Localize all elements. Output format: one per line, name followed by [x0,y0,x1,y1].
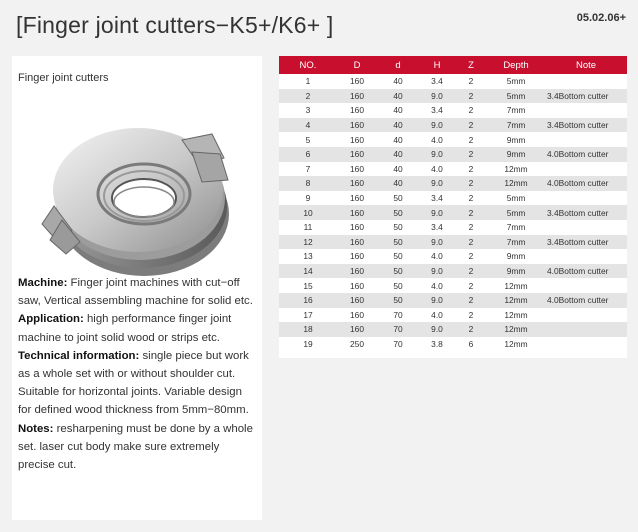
page-title: [Finger joint cutters−K5+/K6+ ] [16,12,334,38]
table-cell: 50 [377,205,419,220]
table-cell: 2 [455,89,487,104]
col-header: Note [545,56,627,74]
table-cell: 4 [279,118,337,133]
col-header: D [337,56,377,74]
table-cell: 3.4 [431,76,443,87]
table-cell: 4.0 [431,134,443,145]
table-cell: 250 [350,338,364,349]
table-cell: 40 [393,76,403,87]
table-cell: 160 [350,309,364,320]
table-cell: 160 [350,280,364,291]
finger-joint-cutter-image [32,94,242,304]
table-cell: 40 [377,89,419,104]
notes-info: Notes: resharpening must be done by a whole set. laser cut body make sure extremely precise cut. [18,422,253,472]
table-cell: 40 [377,147,419,162]
table-cell: 19 [303,338,313,349]
table-row [279,293,627,308]
technical-info: Technical information: single piece but work as a whole set with or without shoulder cut. Suitable for horizontal joints. Variable design for defined wood thickness from 5mm−80mm. [18,349,249,417]
table-cell: 7mm [487,235,545,250]
product-description [18,274,258,474]
table-cell: 160 [337,264,377,279]
table-cell: 2 [455,147,487,162]
table-cell: 2 [468,280,474,291]
product-panel [12,56,262,520]
table-cell: 50 [377,293,419,308]
table-row [279,322,627,337]
table-cell: 2 [455,205,487,220]
table-cell: 16 [279,293,337,308]
table-cell: 160 [337,235,377,250]
table-cell: 5 [305,134,311,145]
col-header: Z [455,56,487,74]
table-cell: 5mm [506,76,526,87]
table-cell: 40 [377,118,419,133]
catalog-code: 05.02.06+ [576,12,626,24]
table-cell: 4.0Bottom cutter [545,264,627,279]
table-cell: 2 [455,176,487,191]
table-row [279,89,627,104]
machine-info: Machine: Finger joint machines with cut−off saw, Vertical assembling machine for solid etc. [18,277,253,308]
table-cell: 50 [393,280,403,291]
table-cell: 3.4 [431,193,443,204]
table-cell: 9mm [506,134,526,145]
product-label: Finger joint cutters [18,72,109,84]
table-cell: 160 [350,76,364,87]
spec-panel [279,56,627,358]
table-cell: 3.4Bottom cutter [545,235,627,250]
table-cell: 3 [305,105,311,116]
table-cell: 70 [393,338,403,349]
table-cell: 9.0 [419,205,455,220]
table-cell: 40 [377,176,419,191]
table-cell: 12 [279,235,337,250]
table-cell: 2 [455,118,487,133]
table-cell: 5mm [487,89,545,104]
spec-table-body [279,74,627,351]
table-cell: 40 [393,134,403,145]
table-cell: 160 [337,89,377,104]
table-row [279,220,627,235]
table-cell: 2 [468,309,474,320]
table-cell: 4.0 [431,251,443,262]
table-cell: 160 [337,118,377,133]
table-cell: 4.0 [431,163,443,174]
col-header: d [377,56,419,74]
table-cell: 10 [279,205,337,220]
table-cell: 9 [305,193,311,204]
table-cell [545,132,627,147]
table-cell: 160 [350,134,364,145]
table-cell: 17 [303,309,313,320]
spec-table [279,56,627,351]
table-cell: 9.0 [419,322,455,337]
table-cell: 7mm [487,118,545,133]
table-cell: 15 [303,280,313,291]
table-cell [545,278,627,293]
table-cell: 2 [468,76,474,87]
table-cell: 70 [393,309,403,320]
table-cell: 160 [350,105,364,116]
table-cell: 7 [305,163,311,174]
table-row [279,176,627,191]
table-cell: 6 [279,147,337,162]
table-cell: 160 [337,293,377,308]
table-cell: 7mm [506,222,526,233]
table-cell: 1 [305,76,311,87]
table-cell: 5mm [487,205,545,220]
table-cell [545,322,627,337]
table-cell [545,220,627,235]
table-row [279,191,627,206]
table-cell: 12mm [504,163,528,174]
table-cell: 8 [279,176,337,191]
table-cell: 14 [279,264,337,279]
table-cell: 9.0 [419,147,455,162]
table-cell: 2 [279,89,337,104]
table-cell: 3.4Bottom cutter [545,118,627,133]
table-row [279,103,627,118]
table-cell: 2 [455,293,487,308]
table-cell: 6 [468,338,474,349]
table-cell: 9.0 [419,118,455,133]
table-cell [545,74,627,89]
table-cell: 50 [377,264,419,279]
table-cell: 3.4 [431,222,443,233]
table-cell: 160 [337,322,377,337]
table-cell: 9.0 [419,264,455,279]
table-cell [545,337,627,352]
table-cell: 9mm [487,147,545,162]
table-cell [545,191,627,206]
table-cell: 12mm [487,293,545,308]
table-cell: 2 [455,235,487,250]
table-cell: 3.4Bottom cutter [545,89,627,104]
table-cell: 4.0Bottom cutter [545,293,627,308]
table-cell: 160 [337,176,377,191]
table-cell: 160 [337,205,377,220]
col-header: Depth [487,56,545,74]
table-cell: 3.8 [431,338,443,349]
table-cell: 50 [393,193,403,204]
table-cell: 11 [303,222,313,233]
table-cell: 9.0 [419,293,455,308]
table-cell: 3.4 [431,105,443,116]
table-cell: 7mm [506,105,526,116]
table-cell: 9mm [506,251,526,262]
table-cell: 12mm [504,309,528,320]
table-cell: 18 [279,322,337,337]
table-cell: 2 [455,264,487,279]
table-row [279,249,627,264]
table-row [279,147,627,162]
table-cell: 3.4Bottom cutter [545,205,627,220]
table-cell: 2 [468,193,474,204]
table-cell: 160 [350,163,364,174]
table-row [279,337,627,352]
table-cell: 9.0 [419,89,455,104]
table-row [279,278,627,293]
table-cell: 12mm [504,338,528,349]
table-cell: 4.0Bottom cutter [545,147,627,162]
table-cell: 50 [377,235,419,250]
table-row [279,118,627,133]
table-cell: 4.0Bottom cutter [545,176,627,191]
table-header-row [279,56,627,74]
table-cell: 12mm [504,280,528,291]
table-row [279,74,627,89]
table-cell: 9mm [487,264,545,279]
table-cell: 160 [350,222,364,233]
table-row [279,264,627,279]
table-cell: 50 [393,251,403,262]
table-cell: 50 [393,222,403,233]
table-cell [545,308,627,323]
col-header: NO. [279,56,337,74]
table-cell: 12mm [487,176,545,191]
table-cell [545,249,627,264]
table-cell: 13 [303,251,313,262]
table-cell: 70 [377,322,419,337]
table-cell: 160 [350,193,364,204]
table-cell: 40 [393,163,403,174]
table-row [279,162,627,177]
table-row [279,235,627,250]
table-cell: 12mm [487,322,545,337]
table-cell [545,162,627,177]
table-cell: 4.0 [431,309,443,320]
table-cell: 9.0 [419,176,455,191]
table-cell: 2 [468,251,474,262]
table-cell: 2 [468,163,474,174]
table-cell: 9.0 [419,235,455,250]
col-header: H [419,56,455,74]
table-cell: 160 [337,147,377,162]
table-cell: 5mm [506,193,526,204]
table-cell: 2 [468,105,474,116]
table-row [279,205,627,220]
table-cell [545,103,627,118]
table-row [279,132,627,147]
table-cell: 4.0 [431,280,443,291]
table-cell: 2 [455,322,487,337]
table-cell: 2 [468,134,474,145]
table-cell: 2 [468,222,474,233]
table-cell: 40 [393,105,403,116]
table-cell: 160 [350,251,364,262]
table-row [279,308,627,323]
application-info: Application: high performance finger joint machine to joint solid wood or strips etc. [18,313,232,344]
